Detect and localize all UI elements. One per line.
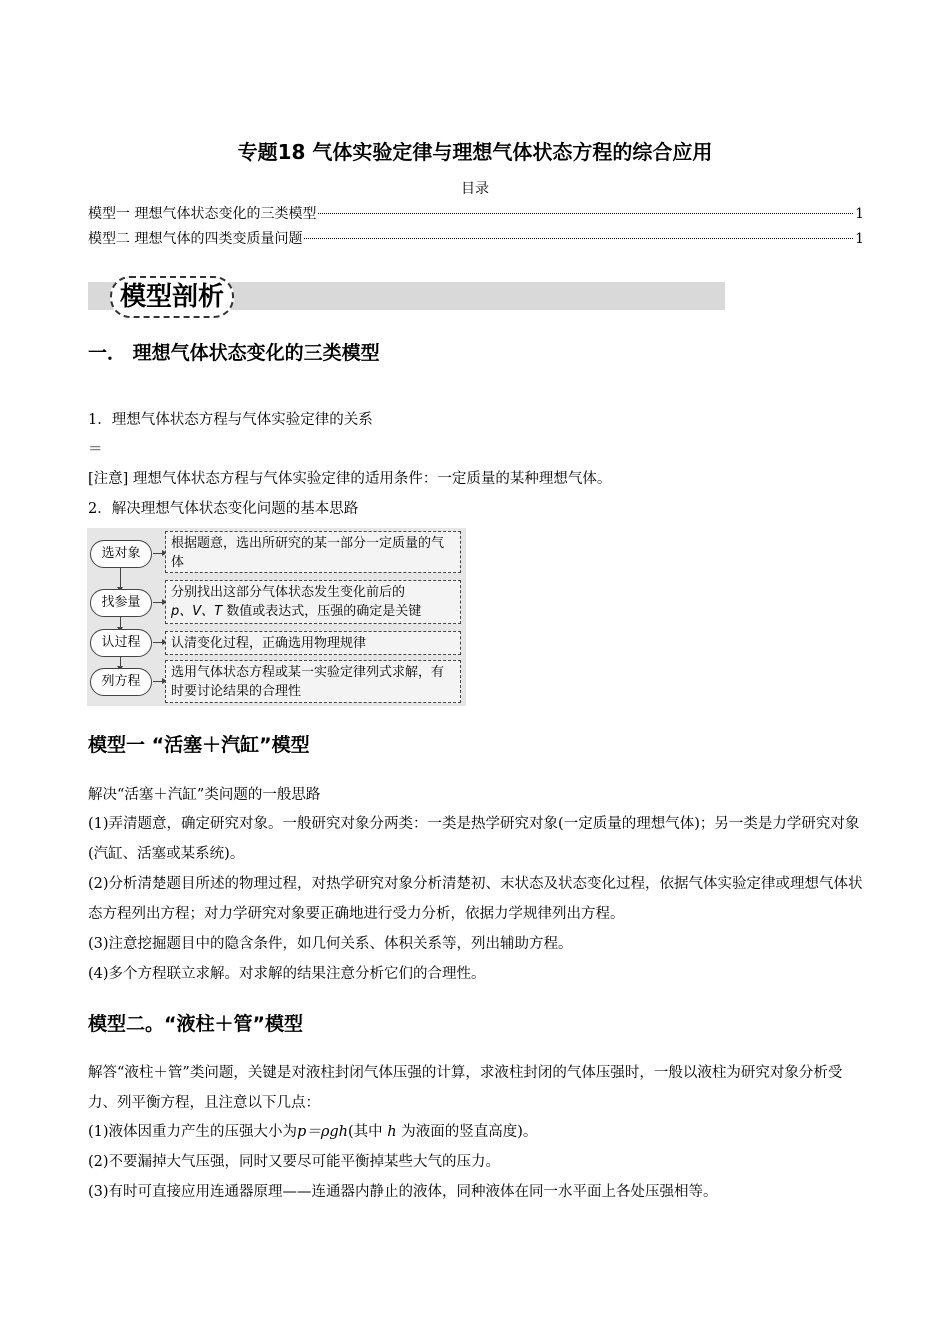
page-title: 专题18 气体实验定律与理想气体状态方程的综合应用 — [237, 140, 713, 164]
flow-node-recognize-process: 认过程 — [90, 629, 152, 657]
arrow-down-icon — [120, 568, 121, 588]
formula: p＝ρgh — [297, 1124, 348, 1140]
flow-node-find-params: 找参量 — [90, 589, 152, 617]
list-item: (2)不要漏掉大气压强，同时又要尽可能平衡掉某些大气的压力。 — [88, 1154, 501, 1170]
section-heading: 一． 理想气体状态变化的三类模型 — [88, 342, 380, 364]
flow-box: 认清变化过程，正确选用物理规律 — [165, 631, 461, 655]
arrow-right-icon — [153, 642, 163, 643]
list-item: (4)多个方程联立求解。对求解的结果注意分析它们的合理性。 — [88, 966, 486, 982]
arrow-right-icon — [153, 602, 163, 603]
flow-box: 选用气体状态方程或某一实验定律列式求解，有时要讨论结果的合理性 — [165, 660, 461, 703]
arrow-down-icon — [120, 616, 121, 628]
text: (1)液体因重力产生的压强大小为 — [88, 1124, 298, 1140]
list-item: (1)弄清题意，确定研究对象。一般研究对象分两类：一类是热学研究对象(一定质量的理想气体)；另一类是力学研究对象(汽缸、活塞或某系统)。 — [88, 816, 860, 862]
toc-leader-dots — [318, 213, 853, 214]
flow-box: 根据题意，选出所研究的某一部分一定质量的气体 — [165, 531, 461, 573]
flow-node-select-object: 选对象 — [90, 540, 152, 568]
text: (其中 — [347, 1124, 388, 1140]
variable: h — [387, 1124, 397, 1140]
flow-box — [165, 580, 461, 624]
toc-heading: 目录 — [461, 181, 489, 197]
paragraph: 2．解决理想气体状态变化问题的基本思路 — [88, 501, 359, 517]
arrow-right-icon — [153, 681, 163, 682]
list-item — [88, 1117, 864, 1147]
model2-heading: 模型二。“液柱＋管”模型 — [88, 1013, 303, 1035]
toc-entry-label: 模型一 理想气体状态变化的三类模型 — [88, 206, 317, 222]
flow-box-vars: p、V、T — [171, 604, 223, 619]
toc-entry-page: 1 — [855, 206, 864, 222]
flowchart — [87, 528, 466, 706]
toc-entry-label: 模型二 理想气体的四类变质量问题 — [88, 231, 303, 247]
list-item: (3)有时可直接应用连通器原理——连通器内静止的液体，同种液体在同一水平面上各处压强相等。 — [88, 1184, 718, 1200]
toc-entry-page: 1 — [855, 231, 864, 247]
equation: ＝ — [88, 442, 103, 458]
list-item: (3)注意挖掘题目中的隐含条件，如几何关系、体积关系等，列出辅助方程。 — [88, 936, 573, 952]
paragraph: 1．理想气体状态方程与气体实验定律的关系 — [88, 412, 373, 428]
list-item: (2)分析清楚题目所述的物理过程，对热学研究对象分析清楚初、末状态及状态变化过程，依据气体实验定律或理想气体状态方程列出方程；对力学研究对象要正确地进行受力分析，依据力学规律列出方程。 — [88, 876, 863, 922]
paragraph: 解决“活塞＋汽缸”类问题的一般思路 — [88, 787, 321, 803]
toc-entry[interactable] — [88, 228, 864, 248]
flow-box-text: 数值或表达式，压强的确定是关键 — [226, 604, 422, 619]
flow-box-text: 分别找出这部分气体状态发生变化前后的 — [171, 585, 406, 600]
toc-entry[interactable] — [88, 203, 864, 223]
model1-heading: 模型一 “活塞＋汽缸”模型 — [88, 734, 310, 756]
toc-leader-dots — [304, 238, 853, 239]
text: 为液面的竖直高度)。 — [396, 1124, 538, 1140]
arrow-right-icon — [153, 553, 163, 554]
flow-node-write-equations: 列方程 — [90, 668, 152, 696]
banner-label: 模型剖析 — [110, 276, 234, 318]
arrow-down-icon — [120, 656, 121, 667]
note: [注意] 理想气体状态方程与气体实验定律的适用条件：一定质量的某种理想气体。 — [88, 471, 612, 487]
paragraph: 解答“液柱＋管”类问题，关键是对液柱封闭气体压强的计算，求液柱封闭的气体压强时，一般以液柱为研究对象分析受力、列平衡方程，且注意以下几点： — [88, 1065, 843, 1111]
